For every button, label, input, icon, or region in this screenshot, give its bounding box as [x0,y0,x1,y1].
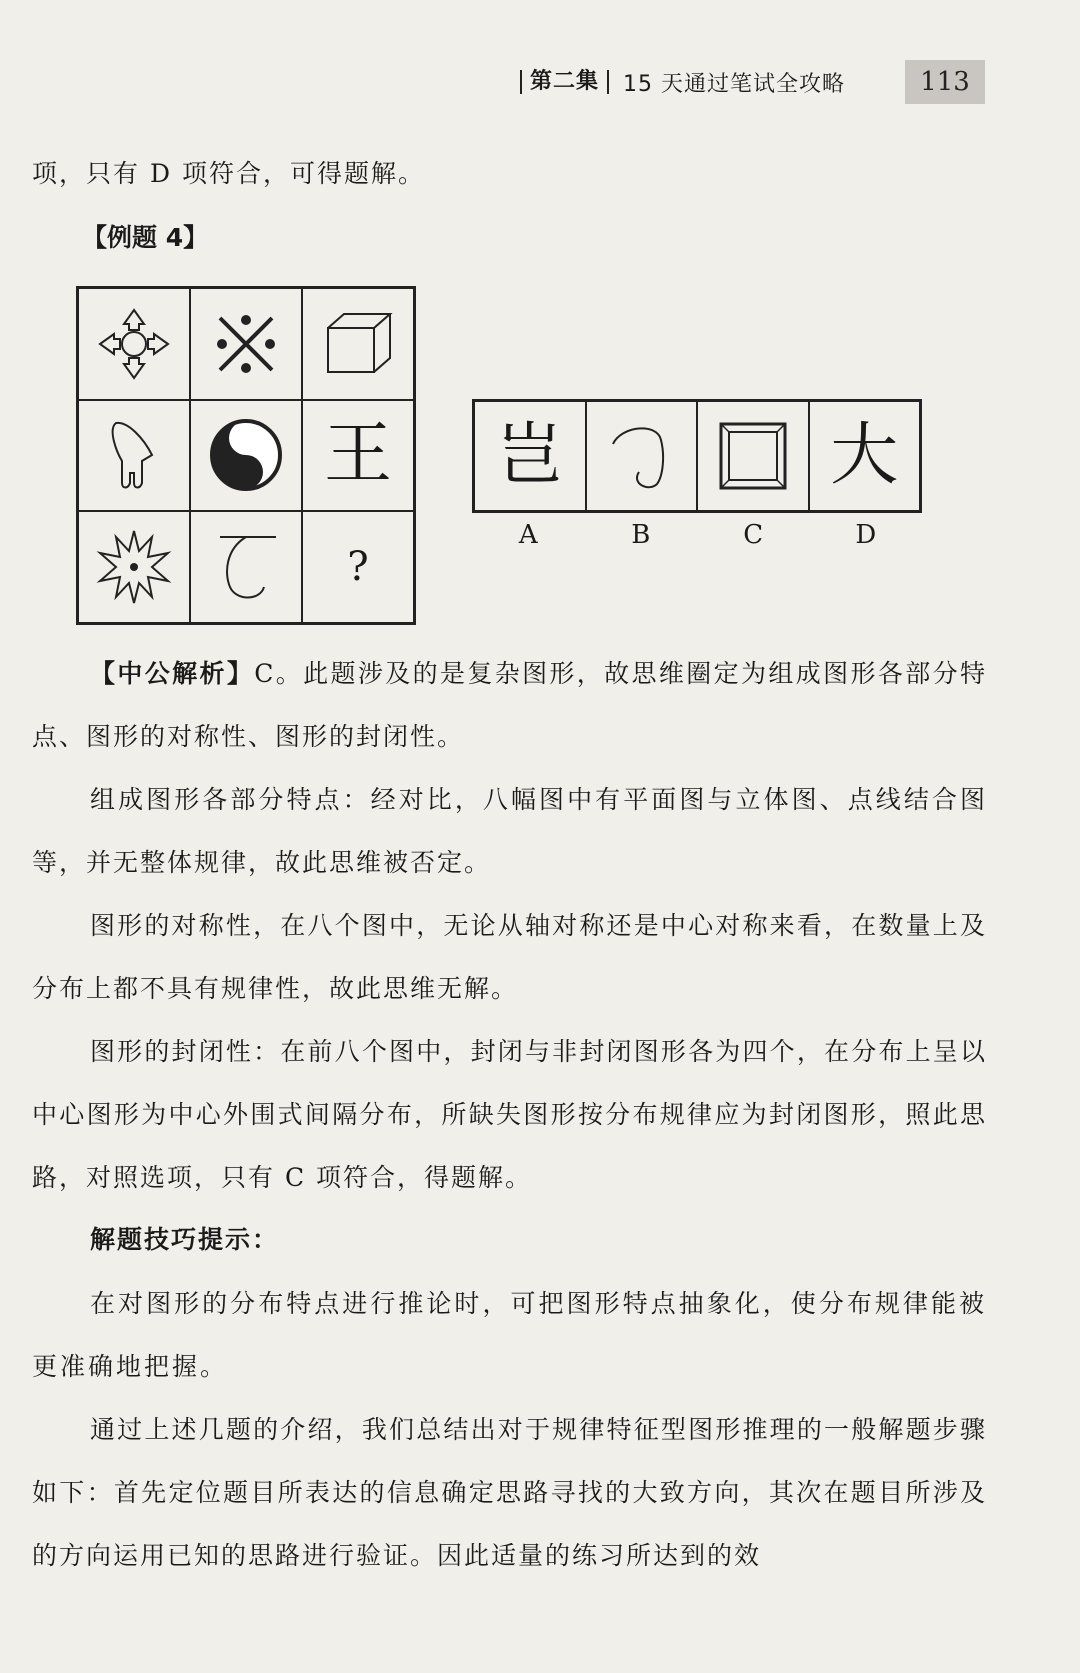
tips-heading: 解题技巧提示： [90,1225,280,1254]
tips-text: 在对图形的分布特点进行推论时，可把图形特点抽象化，使分布规律能被更准确地把握。 [32,1289,987,1381]
analysis-p2: 图形的对称性，在八个图中，无论从轴对称还是中心对称来看，在数量上及分布上都不具有规律性，故此思维无解。 [32,911,987,1003]
starburst-icon [94,527,174,607]
puzzle-cell [190,511,302,623]
analysis-paragraph [32,642,987,768]
example-label: 【例题 4】 [82,223,209,252]
option-a-glyph: 岂 [495,416,564,495]
cube-icon [318,304,398,384]
summary-paragraph: 通过上述几题的介绍，我们总结出对于规律特征型图形推理的一般解题步骤如下：首先定位题目所表达的信息确定思路寻找的大致方向，其次在题目所涉及的方向运用已知的思路进行验证。因此适量的练习所达到的效 [32,1415,987,1570]
option-label-d: D [855,520,877,550]
analysis-heading: 【中公解析】 [90,659,255,688]
hand-icon [94,415,174,495]
missing-cell [302,511,414,623]
option-labels [472,520,922,550]
option-label-a: A [518,520,538,550]
option-a [474,401,586,511]
puzzle-cell [78,400,190,512]
analysis-p3: 图形的封闭性：在前八个图中，封闭与非封闭图形各为四个，在分布上呈以中心图形为中心外围式间隔分布，所缺失图形按分布规律应为封闭图形，照此思路，对照选项，只有 C 项符合，得题解。 [32,1037,987,1192]
analysis-p1: 组成图形各部分特点：经对比，八幅图中有平面图与立体图、点线结合图等，并无整体规律，故此思维被否定。 [32,785,987,877]
running-header [520,60,995,104]
page-number: 113 [905,60,985,104]
ornament-icon [94,304,174,384]
header-title: 15 天通过笔试全攻略 [623,71,846,97]
square-frame-icon [713,416,793,496]
puzzle-cell [190,288,302,400]
puzzle-cell [78,288,190,400]
yin-yang-icon [206,415,286,495]
answer-options [472,399,922,513]
option-d-glyph: 大 [830,416,899,495]
puzzle-cell [190,400,302,512]
option-b [586,401,698,511]
puzzle-cell [302,400,414,512]
intro-line: 项，只有 D 项符合，可得题解。 [32,159,425,188]
wang-glyph: 王 [323,415,392,495]
header-collection: 第二集 [520,70,609,94]
puzzle-cell [78,511,190,623]
analysis-answer: C。此题涉及的是复杂图形，故思维圈定为组成图形各部分特点、图形的对称性、图形的封闭性。 [32,659,987,751]
loop-curve-icon [601,416,681,496]
option-d [809,401,921,511]
puzzle-cell [302,288,414,400]
option-c [697,401,809,511]
question-mark: ? [347,544,369,591]
cross-dots-icon [206,304,286,384]
option-label-c: C [743,520,764,550]
puzzle-grid [76,286,416,625]
option-label-b: B [631,520,651,550]
hook-icon [206,527,286,607]
